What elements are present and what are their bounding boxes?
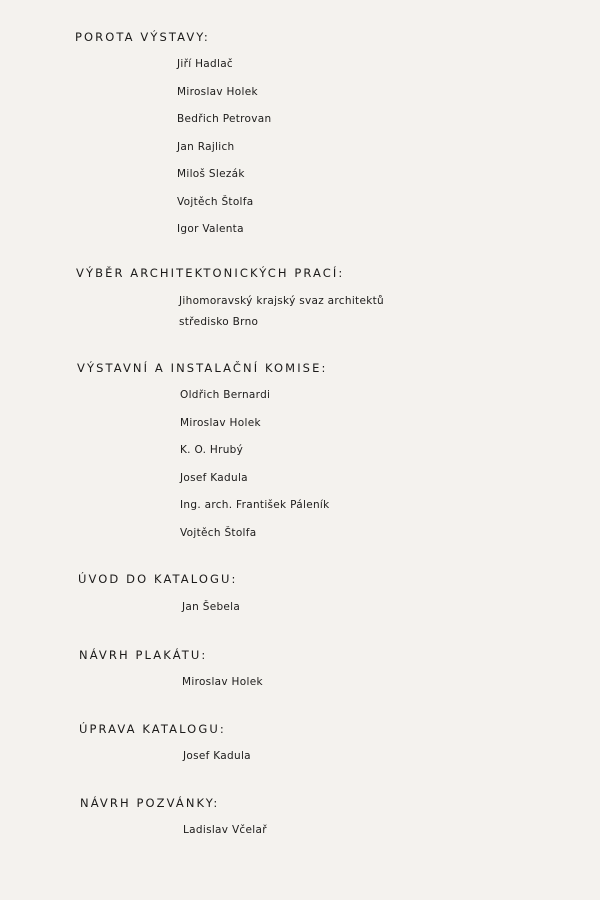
list-item: Ladislav Včelař <box>183 824 267 836</box>
list-item: Miroslav Holek <box>180 416 261 429</box>
invitation-design-list <box>183 823 267 851</box>
installation-committee-list <box>180 388 330 553</box>
list-item: Josef Kadula <box>183 750 251 762</box>
section-heading-installation-committee: VÝSTAVNÍ A INSTALAČNÍ KOMISE: <box>77 361 328 375</box>
section-heading-invitation-design: NÁVRH POZVÁNKY: <box>80 796 220 810</box>
list-item: Igor Valenta <box>177 223 244 235</box>
list-item: Miloš Slezák <box>177 168 245 180</box>
section-heading-architecture-selection: VÝBĚR ARCHITEKTONICKÝCH PRACÍ: <box>76 266 345 280</box>
catalog-layout-list <box>183 749 251 777</box>
section-heading-jury: POROTA VÝSTAVY: <box>75 30 210 44</box>
list-item: Bedřich Petrovan <box>177 113 272 125</box>
list-item: Jan Šebela <box>182 601 241 613</box>
list-item: Jan Rajlich <box>177 140 235 153</box>
section-heading-catalog-intro: ÚVOD DO KATALOGU: <box>78 572 238 586</box>
list-item: Josef Kadula <box>180 471 248 484</box>
list-item: Vojtěch Štolfa <box>180 526 257 539</box>
list-item: K. O. Hrubý <box>180 444 244 456</box>
list-item: Oldřich Bernardi <box>180 389 271 401</box>
poster-design-list <box>182 675 263 703</box>
list-item: Jiří Hadlač <box>177 58 234 70</box>
list-item: Miroslav Holek <box>182 676 263 688</box>
section-heading-poster-design: NÁVRH PLAKÁTU: <box>79 648 208 662</box>
list-item: středisko Brno <box>179 316 259 328</box>
catalog-intro-list <box>182 600 240 628</box>
list-item: Vojtěch Štolfa <box>177 195 254 208</box>
list-item: Jihomoravský krajský svaz architektů <box>179 295 384 307</box>
list-item: Miroslav Holek <box>177 85 258 98</box>
architecture-selection-list <box>179 294 384 336</box>
jury-list <box>177 57 271 250</box>
section-heading-catalog-layout: ÚPRAVA KATALOGU: <box>79 722 226 736</box>
list-item: Ing. arch. František Páleník <box>180 499 330 511</box>
